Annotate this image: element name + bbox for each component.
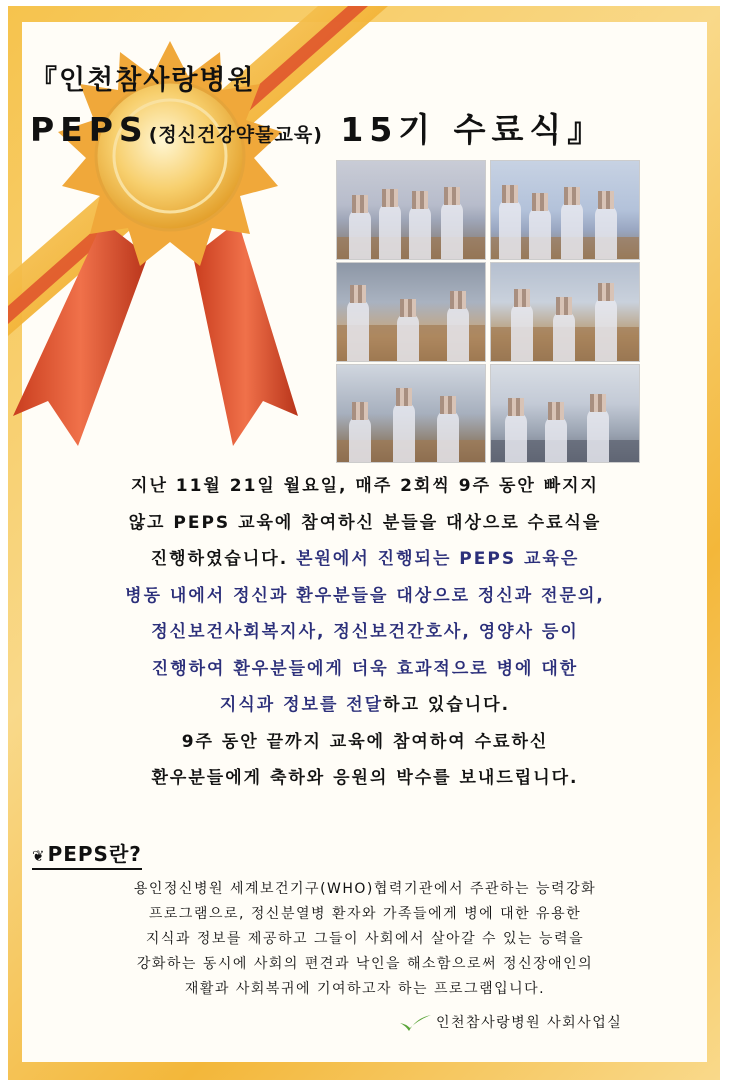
peps-definition-heading: [32, 838, 142, 870]
peps-description: [40, 877, 690, 1002]
footer-signature: [398, 1012, 622, 1032]
body-line-3-highlight: 본원에서 진행되는 PEPS 교육은: [296, 549, 580, 569]
desc-line-5: 재활과 사회복귀에 기여하고자 하는 프로그램입니다.: [184, 981, 546, 997]
body-line-6: 진행하여 환우분들에게 더욱 효과적으로 병에 대한: [151, 658, 579, 679]
body-line-1: 지난 11월 21일 월요일, 매주 2회씩 9주 동안 빠지지: [131, 476, 599, 496]
body-line-7-post: 하고 있습니다.: [383, 695, 511, 715]
desc-line-4: 강화하는 동시에 사회의 편견과 낙인을 해소함으로써 정신장애인의: [136, 956, 594, 972]
desc-line-1: 용인정신병원 세계보건기구(WHO)협력기관에서 주관하는 능력강화: [133, 881, 597, 897]
title-program: [30, 104, 606, 151]
collage-photo-4: [490, 262, 640, 362]
body-line-7: [40, 687, 690, 724]
collage-photo-1: [336, 160, 486, 260]
collage-photo-5: [336, 364, 486, 463]
body-line-4: 병동 내에서 정신과 환우분들을 대상으로 정신과 전문의,: [125, 585, 605, 606]
ribbon-tail-right: [193, 221, 298, 446]
announcement-body: [40, 468, 690, 797]
photo-collage: [336, 160, 640, 463]
title-hospital-name: 『인천참사랑병원: [30, 65, 256, 96]
title-peps: PEPS: [30, 110, 149, 149]
footer-label: 인천참사랑병원 사회사업실: [436, 1015, 623, 1031]
body-line-3: [40, 541, 690, 578]
collage-photo-6: [490, 364, 640, 463]
title-peps-subtitle: (정신건강약물교육): [148, 124, 323, 146]
body-line-8: 9주 동안 끝까지 교육에 참여하여 수료하신: [181, 731, 549, 752]
collage-photo-3: [336, 262, 486, 362]
body-line-2: 않고 PEPS 교육에 참여하신 분들을 대상으로 수료식을: [128, 512, 602, 533]
flower-icon: ❦: [32, 847, 46, 865]
body-line-3-pre: 진행하였습니다.: [150, 549, 297, 569]
check-leaf-logo-icon: [398, 1014, 432, 1032]
desc-line-3: 지식과 정보를 제공하고 그들이 사회에서 살아갈 수 있는 능력을: [145, 931, 585, 947]
desc-line-2: 프로그램으로, 정신분열병 환자와 가족들에게 병에 대한 유용한: [148, 906, 582, 922]
body-line-5: 정신보건사회복지사, 정신보건간호사, 영양사 등이: [151, 622, 579, 642]
body-line-7-highlight: 지식과 정보를 전달: [219, 695, 384, 715]
title-graduation: 15기 수료식』: [322, 110, 607, 149]
body-line-9: 환우분들에게 축하와 응원의 박수를 보내드립니다.: [151, 768, 579, 788]
collage-photo-2: [490, 160, 640, 260]
peps-heading-label: PEPS란?: [47, 842, 142, 866]
